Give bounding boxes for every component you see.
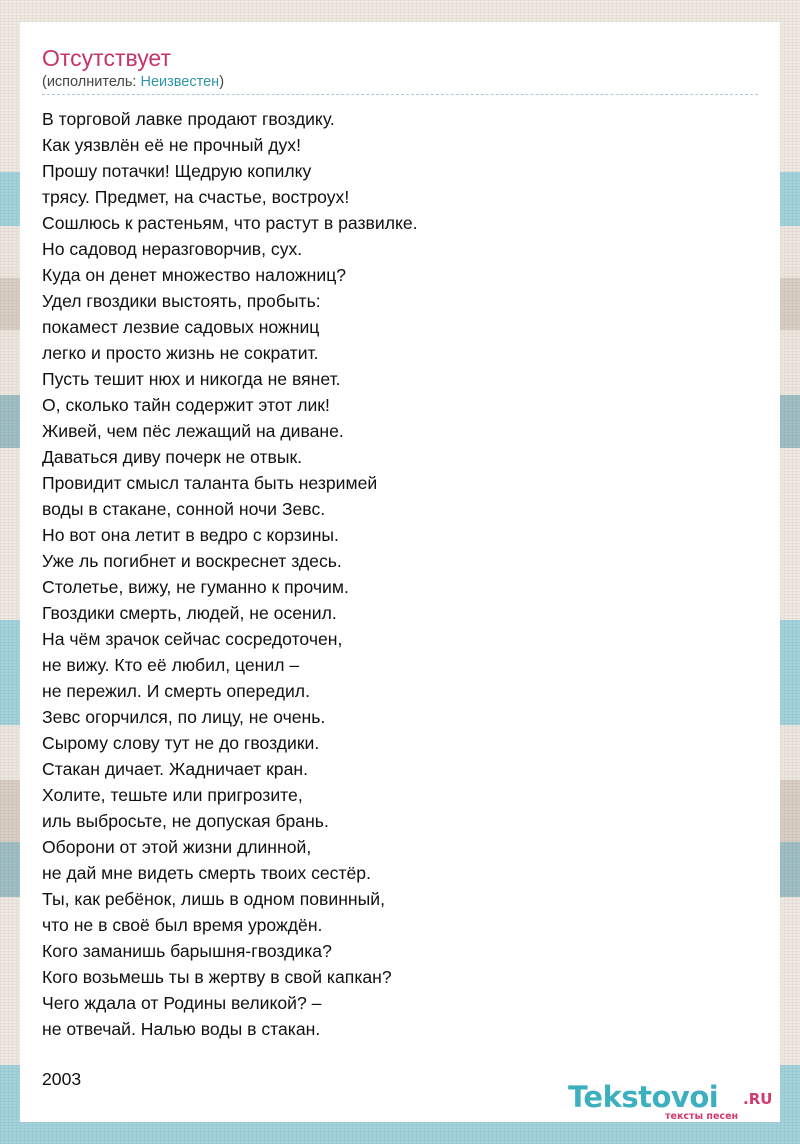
lyric-line: не пережил. И смерть опередил. — [42, 681, 310, 701]
site-logo[interactable] — [568, 1080, 778, 1120]
lyric-line: Стакан дичает. Жадничает кран. — [42, 759, 308, 779]
lyric-line: Провидит смысл таланта быть незримей — [42, 473, 378, 493]
lyric-line: Холите, тешьте или пригрозите, — [42, 785, 303, 805]
lyric-line: Удел гвоздики выстоять, пробыть: — [42, 291, 321, 311]
lyric-line: Чего ждала от Родины великой? – — [42, 993, 322, 1013]
lyric-line: Столетье, вижу, не гуманно к прочим. — [42, 577, 349, 597]
lyric-line: иль выбросьте, не допуская брань. — [42, 811, 329, 831]
lyric-line: Сошлюсь к растеньям, что растут в развилке. — [42, 213, 418, 233]
lyrics-sheet — [20, 22, 780, 1122]
lyric-line: Уже ль погибнет и воскреснет здесь. — [42, 551, 342, 571]
lyric-line: В торговой лавке продают гвоздику. — [42, 109, 335, 129]
lyrics-text — [42, 106, 418, 1042]
lyric-line: Живей, чем пёс лежащий на диване. — [42, 421, 344, 441]
lyric-line: Кого заманишь барышня-гвоздика? — [42, 941, 332, 961]
logo-tld: .RU — [743, 1090, 773, 1108]
lyric-line: Даваться диву почерк не отвык. — [42, 447, 303, 467]
song-meta — [42, 73, 224, 91]
lyric-line: Гвоздики смерть, людей, не осенил. — [42, 603, 337, 623]
logo-name: Tekstovoi — [568, 1080, 719, 1114]
song-title: Отсутствует — [42, 45, 171, 71]
lyric-line: трясу. Предмет, на счастье, востроух! — [42, 187, 350, 207]
lyric-line: Но вот она летит в ведро с корзины. — [42, 525, 339, 545]
lyric-line: Куда он денет множество наложниц? — [42, 265, 347, 285]
lyric-line: покамест лезвие садовых ножниц — [42, 317, 320, 337]
artist-link[interactable]: Неизвестен — [140, 74, 220, 90]
logo-tagline: тексты песен — [665, 1111, 739, 1122]
lyric-line: Ты, как ребёнок, лишь в одном повинный, — [42, 889, 385, 909]
lyric-line: Зевс огорчился, по лицу, не очень. — [42, 707, 326, 727]
lyric-line: воды в стакане, сонной ночи Зевс. — [42, 499, 326, 519]
lyric-line: На чём зрачок сейчас сосредоточен, — [42, 629, 343, 649]
lyric-line: Кого возьмешь ты в жертву в свой капкан? — [42, 967, 392, 987]
lyric-line: Но садовод неразговорчив, сух. — [42, 239, 303, 259]
title-divider — [42, 94, 758, 95]
meta-suffix: ) — [219, 74, 225, 90]
lyric-line: Сырому слову тут не до гвоздики. — [42, 733, 320, 753]
lyric-line: не вижу. Кто её любил, ценил – — [42, 655, 300, 675]
lyric-line: легко и просто жизнь не сократит. — [42, 343, 319, 363]
song-year: 2003 — [42, 1069, 82, 1089]
lyric-line: Оборони от этой жизни длинной, — [42, 837, 312, 857]
lyric-line: не дай мне видеть смерть твоих сестёр. — [42, 863, 371, 883]
lyric-line: Пусть тешит нюх и никогда не вянет. — [42, 369, 341, 389]
lyric-line: что не в своё был время урождён. — [42, 915, 323, 935]
lyric-line: О, сколько тайн содержит этот лик! — [42, 395, 330, 415]
lyric-line: Прошу потачки! Щедрую копилку — [42, 161, 312, 181]
meta-prefix: (исполнитель: — [42, 74, 141, 90]
lyric-line: не отвечай. Налью воды в стакан. — [42, 1019, 321, 1039]
lyric-line: Как уязвлён её не прочный дух! — [42, 135, 301, 155]
